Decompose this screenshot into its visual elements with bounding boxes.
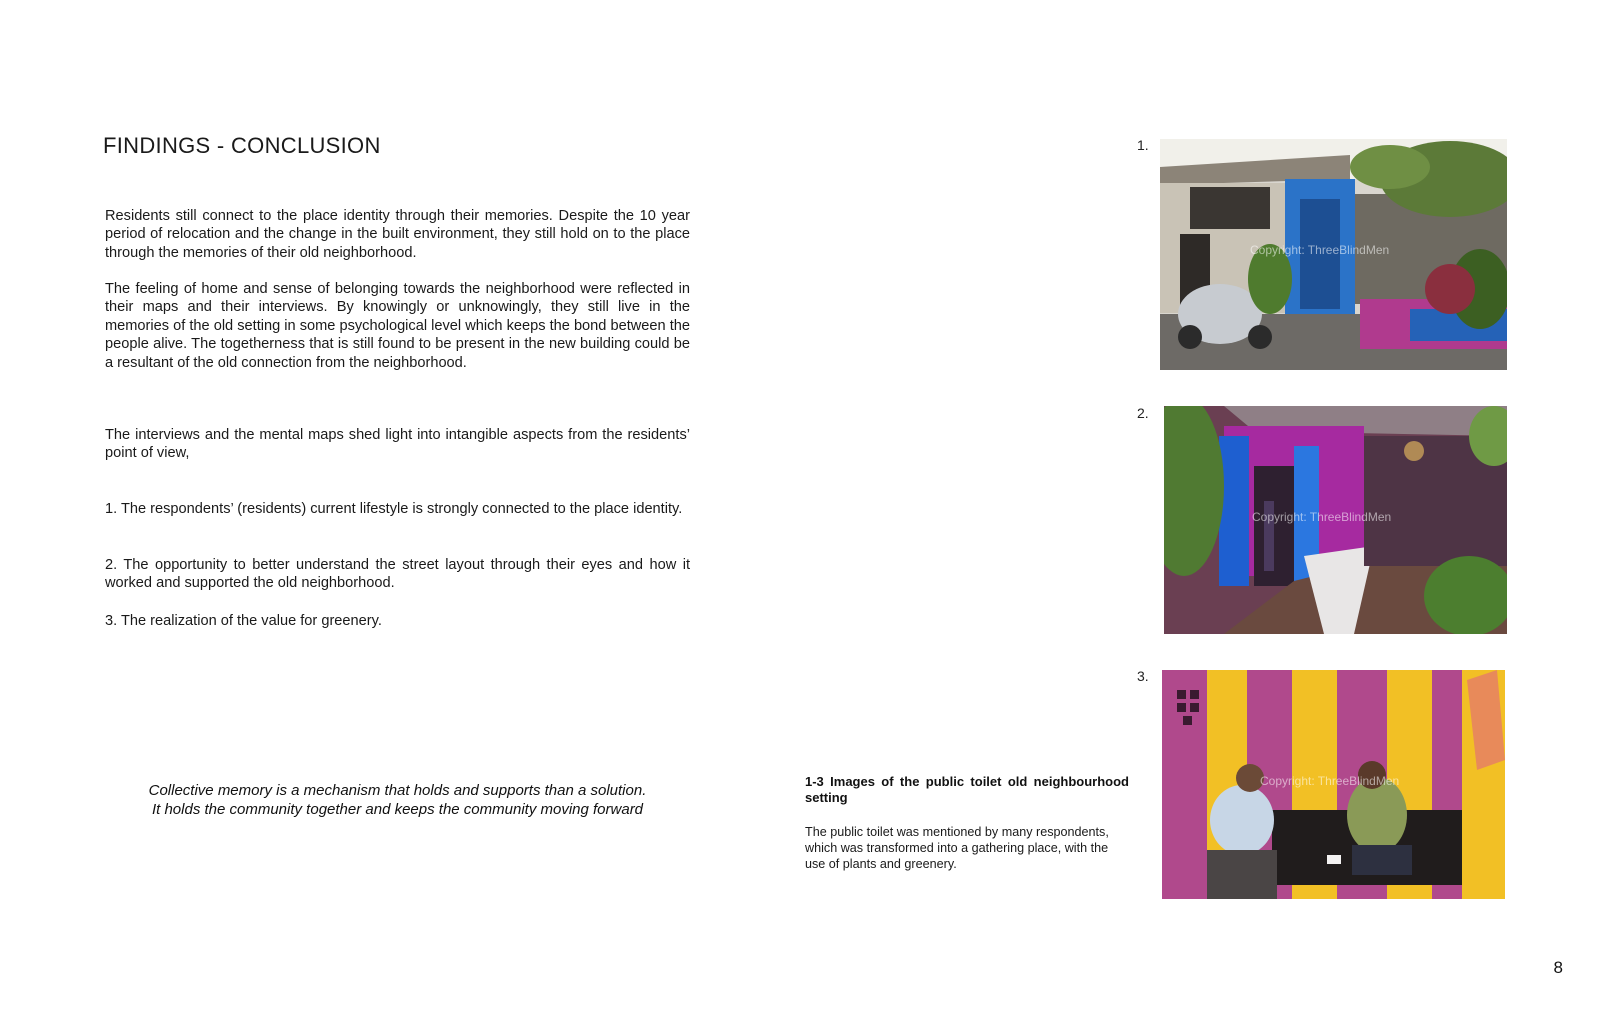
body-paragraph: Residents still connect to the place identity through their memories. Despite the 10 year period of relocation and the change in the built environment, they still hold on to the place through the memories of their old neighborhood. [105, 208, 690, 261]
photo-watermark: Copyright: ThreeBlindMen [1252, 510, 1392, 524]
photo-house-facade [1160, 139, 1507, 370]
finding-list-item: 1. The respondents’ (residents) current lifestyle is strongly connected to the place identity. [105, 501, 683, 517]
photo-watermark: Copyright: ThreeBlindMen [1250, 243, 1390, 257]
photo-covered-entrance [1164, 406, 1507, 634]
photo-number: 3. [1137, 668, 1149, 684]
page-number: 8 [1553, 958, 1563, 977]
finding-list-item: 3. The realization of the value for greenery. [105, 613, 382, 629]
body-paragraph: The feeling of home and sense of belonging towards the neighborhood were reflected in their maps and their interviews. By knowingly or unknowingly, they still live in the memories of the old setting in some psychological level which keeps the bond between the people alive. The togetherness that is still found to be present in the new building could be a resultant of the old connection from the neighborhood. [105, 281, 690, 371]
photo-number: 1. [1137, 137, 1149, 153]
photo-watermark: Copyright: ThreeBlindMen [1260, 774, 1400, 788]
photo-men-playing-cards [1162, 670, 1505, 899]
body-paragraph: The interviews and the mental maps shed light into intangible aspects from the residents’ point of view, [105, 427, 690, 462]
quote-line: Collective memory is a mechanism that holds and supports than a solution. [148, 782, 647, 799]
figure-caption-title: 1-3 Images of the public toilet old neighbourhood setting [805, 774, 1129, 805]
page-title: FINDINGS - CONCLUSION [103, 133, 381, 158]
finding-list-item: 2. The opportunity to better understand the street layout through their eyes and how it worked and supported the old neighborhood. [105, 557, 690, 592]
conclusion-quote [105, 782, 690, 819]
photo-number: 2. [1137, 405, 1149, 421]
figure-caption-body: The public toilet was mentioned by many respondents, which was transformed into a gathering place, with the use of plants and greenery. [805, 825, 1109, 871]
quote-line: It holds the community together and keeps the community moving forward [151, 800, 644, 818]
